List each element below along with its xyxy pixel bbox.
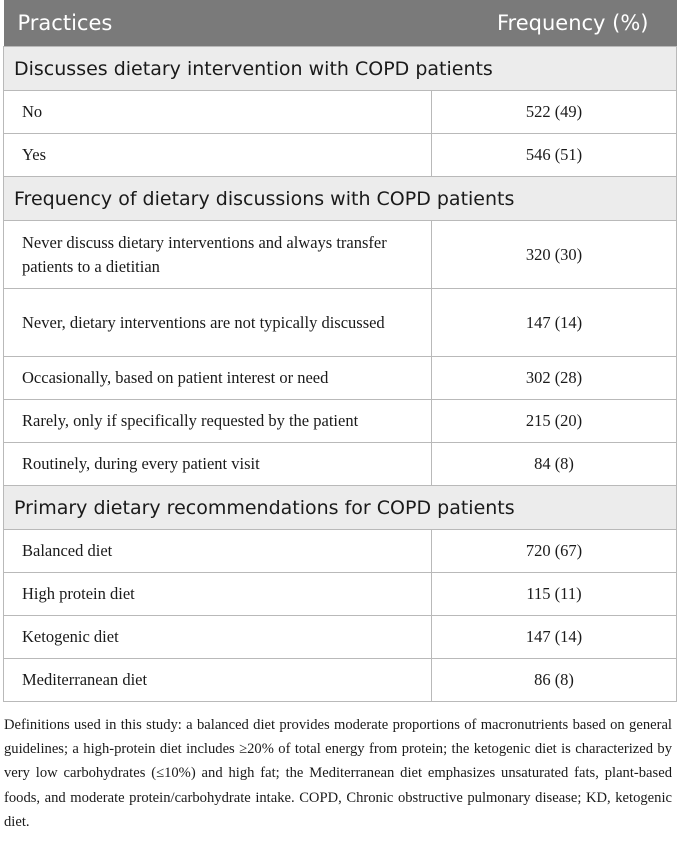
row-label: No <box>4 91 432 134</box>
row-value: 215 (20) <box>432 400 677 443</box>
section-title: Primary dietary recommendations for COPD patients <box>4 486 677 530</box>
section-header-row <box>4 177 677 221</box>
row-value: 84 (8) <box>432 443 677 486</box>
row-value: 720 (67) <box>432 530 677 573</box>
row-value: 147 (14) <box>432 616 677 659</box>
row-label: Rarely, only if specifically requested by the patient <box>4 400 432 443</box>
row-label: Routinely, during every patient visit <box>4 443 432 486</box>
practices-table <box>3 0 677 702</box>
section-title: Discusses dietary intervention with COPD patients <box>4 47 677 91</box>
row-value: 546 (51) <box>432 134 677 177</box>
row-label: Occasionally, based on patient interest or need <box>4 357 432 400</box>
table-row <box>4 530 677 573</box>
row-label: Yes <box>4 134 432 177</box>
table-row <box>4 134 677 177</box>
row-value: 320 (30) <box>432 221 677 289</box>
table-row <box>4 289 677 357</box>
row-label: Never discuss dietary interventions and always transfer patients to a dietitian <box>4 221 432 289</box>
row-value: 86 (8) <box>432 659 677 702</box>
table-row <box>4 659 677 702</box>
row-label: Never, dietary interventions are not typically discussed <box>4 289 432 357</box>
header-row <box>4 0 677 47</box>
row-value: 302 (28) <box>432 357 677 400</box>
row-value: 115 (11) <box>432 573 677 616</box>
table-footnote: Definitions used in this study: a balanced diet provides moderate proportions of macronutrients based on general guidelines; a high-protein diet includes ≥20% of total energy from protein; the ketogenic diet is characterized by very low carbohydrates (≤10%) and high fat; the Mediterranean diet emphasizes unsaturated fats, plant-based foods, and moderate protein/carbohydrate intake. COPD, Chronic obstructive pulmonary disease; KD, ketogenic diet. <box>4 717 672 830</box>
header-frequency: Frequency (%) <box>432 0 677 47</box>
row-label: Balanced diet <box>4 530 432 573</box>
table-row <box>4 573 677 616</box>
table-row <box>4 443 677 486</box>
table-row <box>4 91 677 134</box>
section-title: Frequency of dietary discussions with COPD patients <box>4 177 677 221</box>
table-row <box>4 616 677 659</box>
row-value: 522 (49) <box>432 91 677 134</box>
table-row <box>4 400 677 443</box>
table-row <box>4 221 677 289</box>
row-value: 147 (14) <box>432 289 677 357</box>
table-row <box>4 357 677 400</box>
row-label: High protein diet <box>4 573 432 616</box>
row-label: Mediterranean diet <box>4 659 432 702</box>
header-practices: Practices <box>4 0 432 47</box>
section-header-row <box>4 47 677 91</box>
row-label: Ketogenic diet <box>4 616 432 659</box>
section-header-row <box>4 486 677 530</box>
